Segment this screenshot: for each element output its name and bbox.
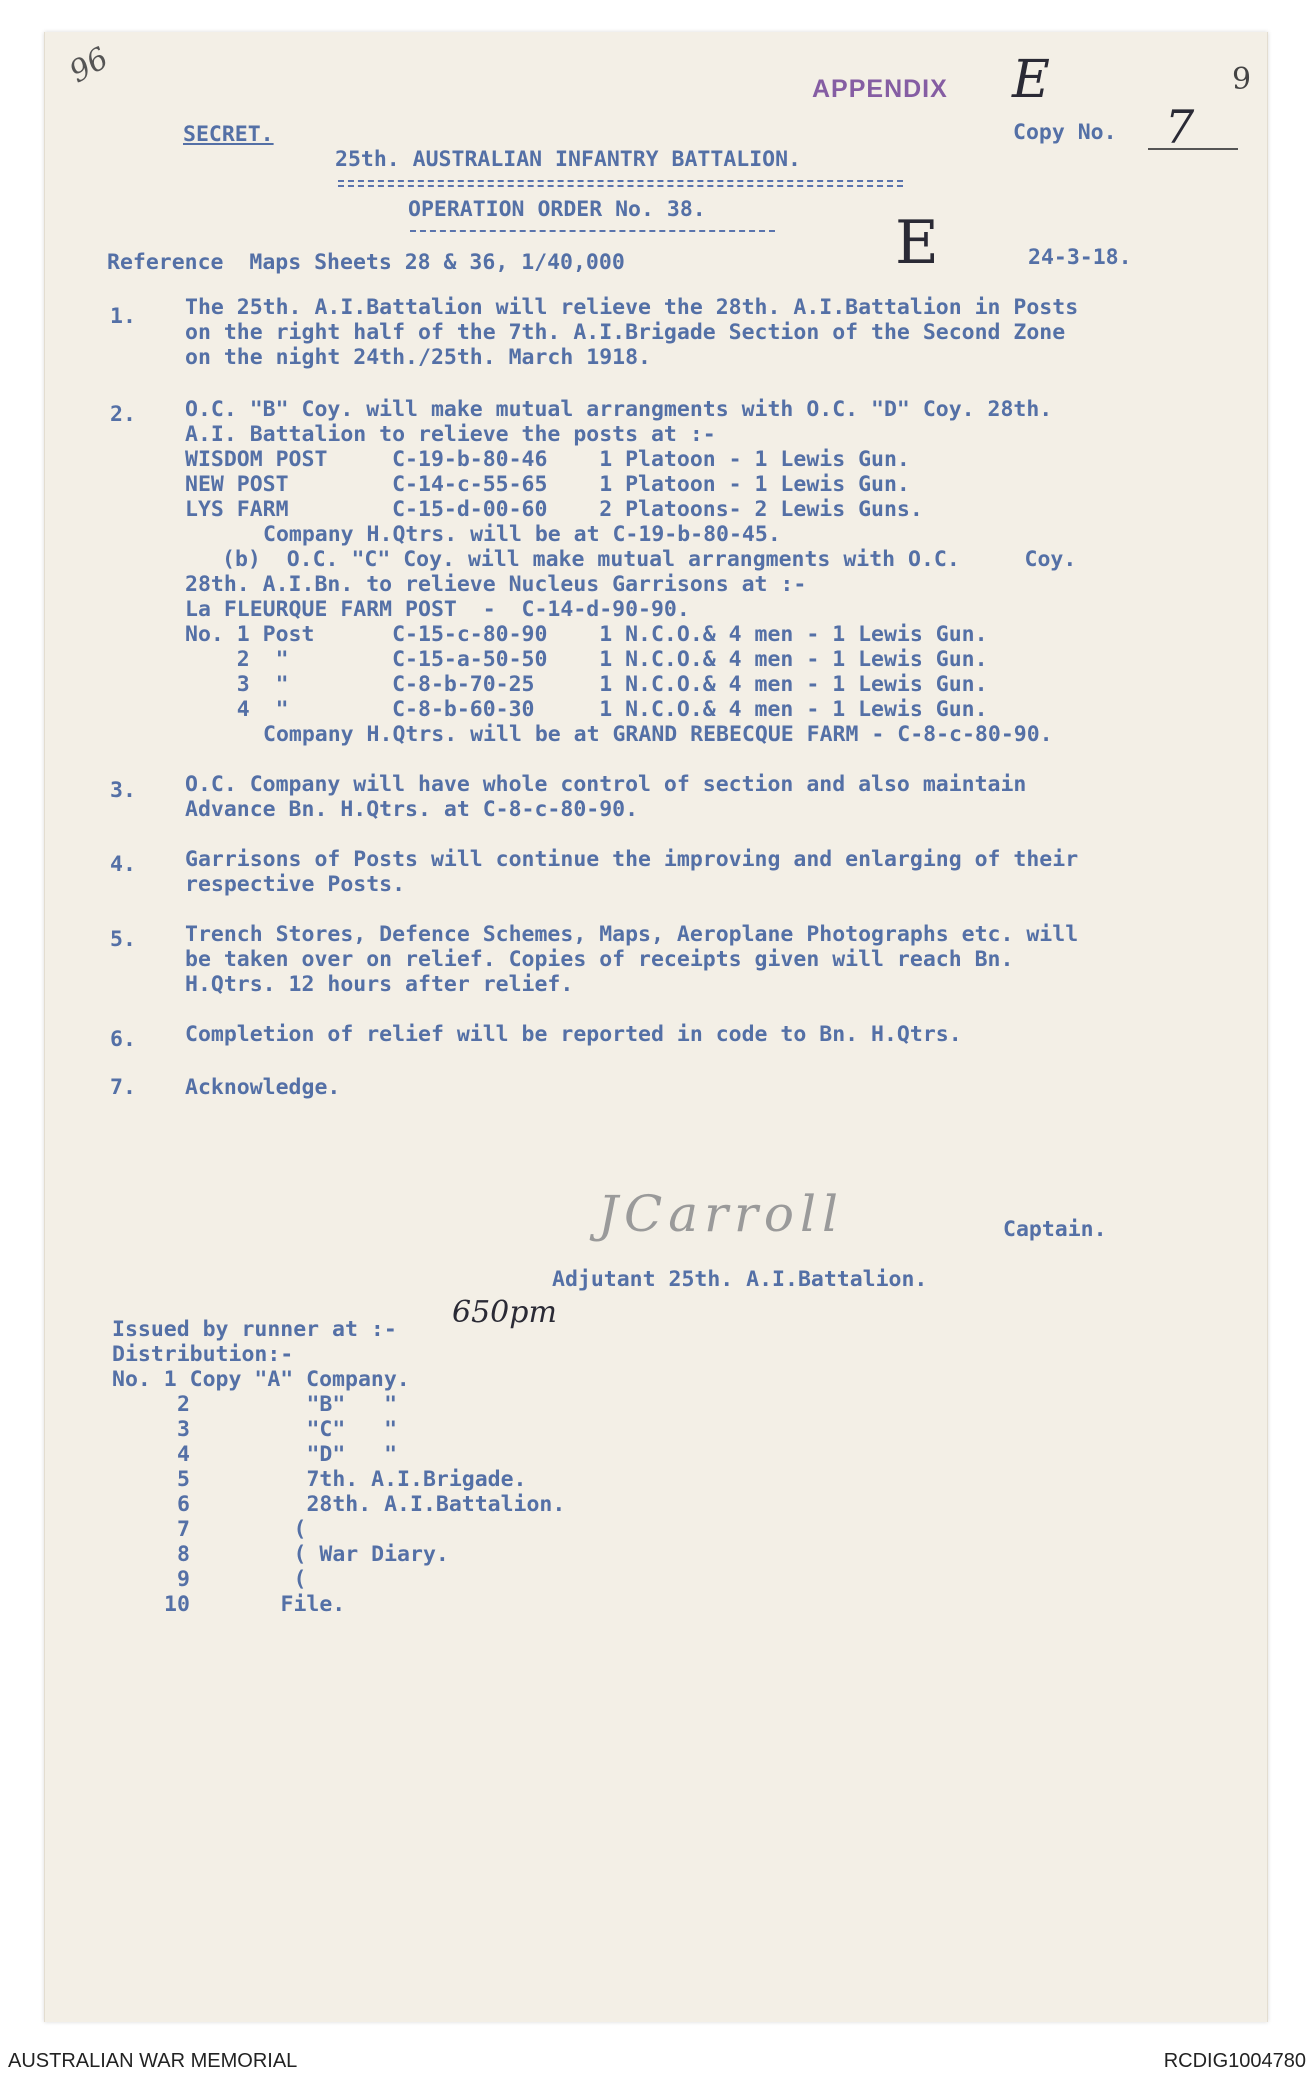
adjutant-signature: JCarroll — [598, 1185, 844, 1243]
post-row: 4 " C-8-b-60-30 1 N.C.O.& 4 men - 1 Lewis Gun. — [185, 697, 988, 722]
copy-number-line — [1148, 148, 1238, 150]
archive-credit: AUSTRALIAN WAR MEMORIAL — [8, 2050, 298, 2072]
order-title-underline — [410, 230, 775, 232]
para-1-number: 1. — [110, 304, 136, 329]
para-2-line: A.I. Battalion to relieve the posts at :- — [185, 422, 716, 447]
unit-heading-underline — [338, 180, 903, 182]
order-title: OPERATION ORDER No. 38. — [408, 197, 706, 222]
post-row: NEW POST C-14-c-55-65 1 Platoon - 1 Lewis Gun. — [185, 472, 910, 497]
para-2-line: Company H.Qtrs. will be at GRAND REBECQUE FARM - C-8-c-80-90. — [263, 722, 1053, 747]
post-row: 3 " C-8-b-70-25 1 N.C.O.& 4 men - 1 Lewis Gun. — [185, 672, 988, 697]
para-3-number: 3. — [110, 778, 136, 803]
para-5-line: H.Qtrs. 12 hours after relief. — [185, 972, 574, 997]
signoff-rank: Captain. — [1003, 1217, 1107, 1242]
distribution-item: 8 ( War Diary. — [177, 1542, 449, 1567]
distribution-item: No. 1 Copy "A" Company. — [112, 1367, 410, 1392]
para-4-line: respective Posts. — [185, 872, 406, 897]
para-2-line: La FLEURQUE FARM POST - C-14-d-90-90. — [185, 597, 690, 622]
para-1-line: on the night 24th./25th. March 1918. — [185, 345, 651, 370]
appendix-letter: E — [1012, 50, 1050, 110]
copy-label: Copy No. — [1013, 120, 1117, 145]
unit-heading: 25th. AUSTRALIAN INFANTRY BATTALION. — [335, 147, 801, 172]
para-6-line: Completion of relief will be reported in code to Bn. H.Qtrs. — [185, 1022, 962, 1047]
para-1-line: on the right half of the 7th. A.I.Brigade Section of the Second Zone — [185, 320, 1066, 345]
distribution-item: 2 "B" " — [177, 1392, 398, 1417]
distribution-item: 7 ( — [177, 1517, 307, 1542]
para-7-number: 7. — [110, 1075, 136, 1100]
order-letter: E — [895, 208, 939, 278]
map-reference: Reference Maps Sheets 28 & 36, 1/40,000 — [107, 250, 625, 275]
para-4-number: 4. — [110, 852, 136, 877]
para-6-number: 6. — [110, 1027, 136, 1052]
para-2-number: 2. — [110, 402, 136, 427]
appendix-stamp: APPENDIX — [812, 75, 948, 103]
distribution-item: 6 28th. A.I.Battalion. — [177, 1492, 566, 1517]
para-4-line: Garrisons of Posts will continue the improving and enlarging of their — [185, 847, 1079, 872]
para-2-line: Company H.Qtrs. will be at C-19-b-80-45. — [263, 522, 781, 547]
para-3-line: O.C. Company will have whole control of section and also maintain — [185, 772, 1027, 797]
distribution-item: 10 File. — [164, 1592, 346, 1617]
para-7-line: Acknowledge. — [185, 1075, 341, 1100]
para-5-line: be taken over on relief. Copies of receipts given will reach Bn. — [185, 947, 1014, 972]
para-2-line: 28th. A.I.Bn. to relieve Nucleus Garrisons at :- — [185, 572, 807, 597]
para-5-line: Trench Stores, Defence Schemes, Maps, Aeroplane Photographs etc. will — [185, 922, 1079, 947]
para-5-number: 5. — [110, 927, 136, 952]
distribution-item: 4 "D" " — [177, 1442, 398, 1467]
para-2-line: O.C. "B" Coy. will make mutual arrangments with O.C. "D" Coy. 28th. — [185, 397, 1053, 422]
unit-heading-underline-2 — [338, 185, 903, 187]
order-date: 24-3-18. — [1028, 245, 1132, 270]
issue-time-handwritten: 650pm — [452, 1295, 557, 1330]
post-row: WISDOM POST C-19-b-80-46 1 Platoon - 1 Lewis Gun. — [185, 447, 910, 472]
post-row: No. 1 Post C-15-c-80-90 1 N.C.O.& 4 men - 1 Lewis Gun. — [185, 622, 988, 647]
issued-by-runner: Issued by runner at :- — [112, 1317, 397, 1342]
post-row: 2 " C-15-a-50-50 1 N.C.O.& 4 men - 1 Lewis Gun. — [185, 647, 988, 672]
distribution-item: 5 7th. A.I.Brigade. — [177, 1467, 527, 1492]
folio-number-right: 9 — [1232, 62, 1252, 97]
distribution-label: Distribution:- — [112, 1342, 294, 1367]
para-2-line: (b) O.C. "C" Coy. will make mutual arrangments with O.C. Coy. — [222, 547, 1077, 572]
archive-reference: RCDIG1004780 — [1163, 2050, 1306, 2072]
para-1-line: The 25th. A.I.Battalion will relieve the 28th. A.I.Battalion in Posts — [185, 295, 1079, 320]
copy-number-handwritten: 7 — [1165, 100, 1195, 154]
secret-marking: SECRET. — [183, 122, 274, 147]
folio-number-left: 96 — [63, 40, 115, 91]
distribution-item: 9 ( — [177, 1567, 307, 1592]
para-3-line: Advance Bn. H.Qtrs. at C-8-c-80-90. — [185, 797, 639, 822]
signoff-title: Adjutant 25th. A.I.Battalion. — [552, 1267, 928, 1292]
post-row: LYS FARM C-15-d-00-60 2 Platoons- 2 Lewis Guns. — [185, 497, 923, 522]
distribution-item: 3 "C" " — [177, 1417, 398, 1442]
